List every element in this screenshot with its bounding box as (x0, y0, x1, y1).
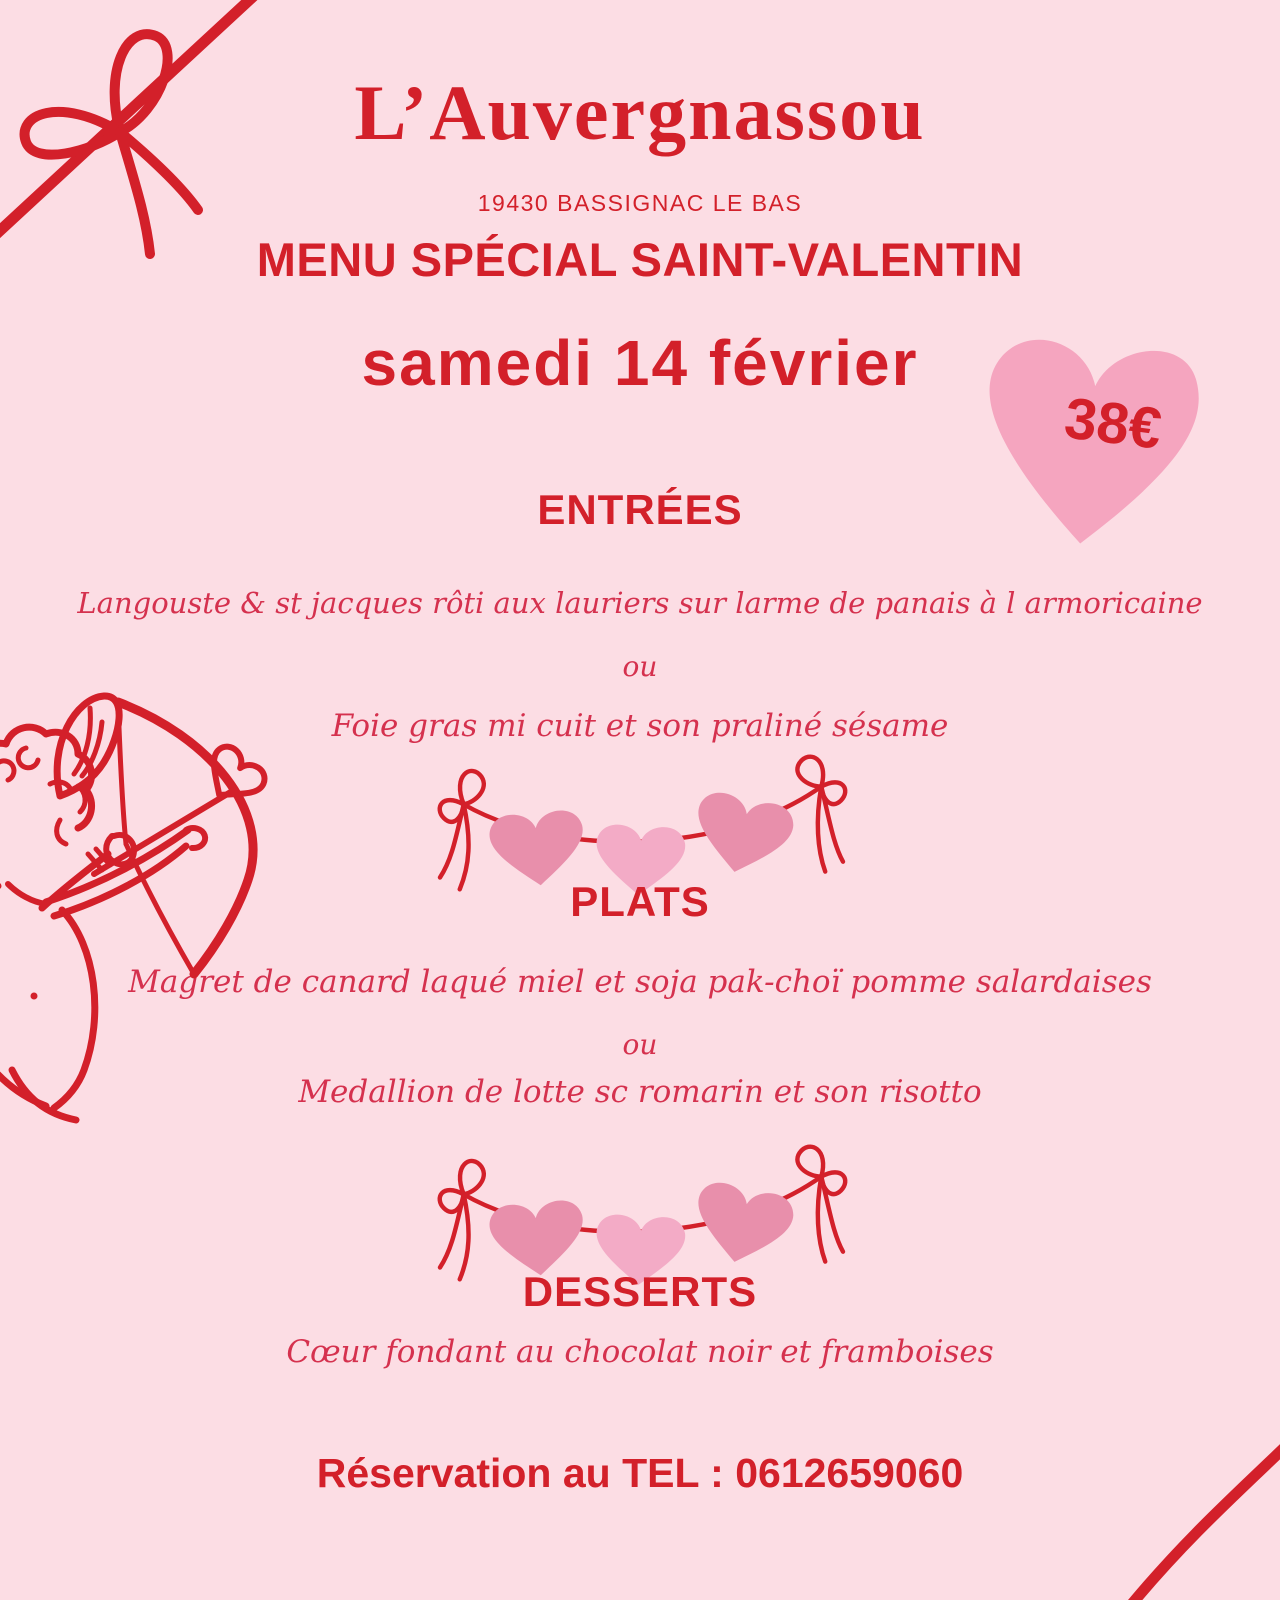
price-badge: 38€ (1061, 385, 1165, 462)
restaurant-name: L’Auvergnassou (354, 69, 926, 156)
separator-ou: ou (622, 650, 658, 683)
menu-title: MENU SPÉCIAL SAINT-VALENTIN (256, 233, 1024, 286)
section-heading-desserts: DESSERTS (522, 1268, 758, 1315)
restaurant-address: 19430 BASSIGNAC LE BAS (477, 190, 803, 216)
section-heading-entrees: ENTRÉES (537, 486, 743, 533)
menu-item-entree-1: Langouste & st jacques rôti aux lauriers sur larme de panais à l armoricaine (77, 586, 1203, 620)
menu-item-plat-1: Magret de canard laqué miel et soja pak-choï pomme salardaises (128, 964, 1152, 1000)
reservation-info: Réservation au TEL : 0612659060 (316, 1450, 964, 1496)
menu-item-entree-2: Foie gras mi cuit et son praliné sésame (331, 708, 949, 744)
section-heading-plats: PLATS (570, 878, 710, 925)
menu-date: samedi 14 février (361, 327, 919, 399)
menu-item-dessert-1: Cœur fondant au chocolat noir et framboises (286, 1334, 994, 1370)
menu-item-plat-2: Medallion de lotte sc romarin et son risotto (298, 1074, 982, 1110)
cupid-icon (0, 678, 277, 1133)
separator-ou: ou (622, 1028, 658, 1061)
